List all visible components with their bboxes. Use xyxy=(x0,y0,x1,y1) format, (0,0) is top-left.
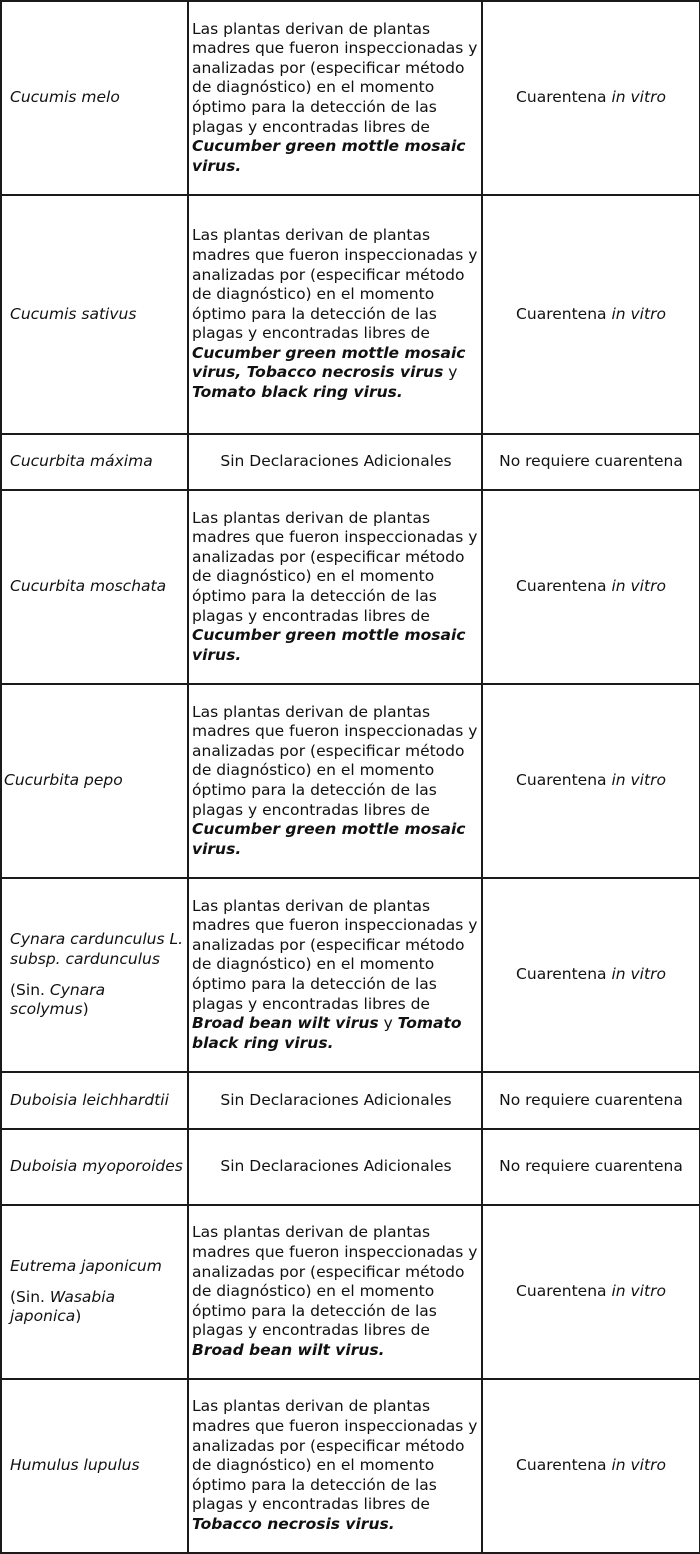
pest-name: Cucumber green mottle mosaic virus. xyxy=(192,626,466,664)
quarantine-method: in vitro xyxy=(611,771,666,790)
synonym-suffix: ) xyxy=(75,1307,82,1326)
requirement-cell xyxy=(188,1379,482,1553)
requirement-cell xyxy=(188,1072,482,1129)
quarantine-cell xyxy=(482,684,700,878)
quarantine-cell xyxy=(482,1205,700,1379)
species-name: Duboisia leichhardtii xyxy=(10,1090,169,1109)
quarantine-method: in vitro xyxy=(611,1282,666,1301)
pest-name: Broad bean wilt virus xyxy=(192,1014,379,1033)
species-cell xyxy=(1,1205,188,1379)
requirement-conjunction: y xyxy=(443,363,458,382)
quarantine-cell xyxy=(482,195,700,434)
quarantine-method: in vitro xyxy=(611,1456,666,1475)
quarantine-cell xyxy=(482,1,700,195)
table-row xyxy=(1,490,700,684)
table-row xyxy=(1,434,700,490)
pest-name: Broad bean wilt virus. xyxy=(192,1340,385,1359)
species-name: Cucurbita máxima xyxy=(10,452,153,471)
requirement-cell xyxy=(188,1129,482,1205)
requirement-text: Las plantas derivan de plantas madres que fueron inspeccionadas y analizadas por (especificar método de diagnóstico) en el momento óptimo para la detección de las plagas y encontradas libres de xyxy=(192,19,478,136)
quarantine-text: Cuarentena xyxy=(516,771,612,790)
quarantine-text: No requiere cuarentena xyxy=(499,452,683,471)
quarantine-cell xyxy=(482,1379,700,1553)
species-cell xyxy=(1,1379,188,1553)
table-row xyxy=(1,684,700,878)
species-name: Cucumis sativus xyxy=(10,304,137,323)
quarantine-text: Cuarentena xyxy=(516,88,612,107)
quarantine-cell xyxy=(482,878,700,1072)
species-cell xyxy=(1,684,188,878)
table-row xyxy=(1,1379,700,1553)
quarantine-method: in vitro xyxy=(611,88,666,107)
requirement-text: Sin Declaraciones Adicionales xyxy=(220,1157,452,1176)
table-row xyxy=(1,1205,700,1379)
species-name: Eutrema japonicum xyxy=(10,1257,162,1276)
requirement-text: Sin Declaraciones Adicionales xyxy=(220,1090,452,1109)
requirement-text: Las plantas derivan de plantas madres que fueron inspeccionadas y analizadas por (especificar método de diagnóstico) en el momento óptimo para la detección de las plagas y encontradas libres de xyxy=(192,508,478,625)
quarantine-text: No requiere cuarentena xyxy=(499,1157,683,1176)
quarantine-text: Cuarentena xyxy=(516,965,612,984)
species-cell xyxy=(1,434,188,490)
table-row xyxy=(1,195,700,434)
requirement-cell xyxy=(188,878,482,1072)
requirement-text: Las plantas derivan de plantas madres que fueron inspeccionadas y analizadas por (especificar método de diagnóstico) en el momento óptimo para la detección de las plagas y encontradas libres de xyxy=(192,226,478,343)
species-name: Cucumis melo xyxy=(10,88,120,107)
synonym-prefix: (Sin. xyxy=(10,980,50,999)
species-cell xyxy=(1,1,188,195)
pest-name: Cucumber green mottle mosaic virus, Tobacco necrosis virus xyxy=(192,343,466,382)
requirement-cell xyxy=(188,1,482,195)
requirement-cell xyxy=(188,684,482,878)
requirement-text: Las plantas derivan de plantas madres que fueron inspeccionadas y analizadas por (especificar método de diagnóstico) en el momento óptimo para la detección de las plagas y encontradas libres de xyxy=(192,1397,478,1514)
pest-name: Cucumber green mottle mosaic virus. xyxy=(192,137,466,175)
synonym-suffix: ) xyxy=(82,1000,89,1019)
species-cell xyxy=(1,878,188,1072)
quarantine-text: No requiere cuarentena xyxy=(499,1090,683,1109)
table-row xyxy=(1,1,700,195)
species-name: Cucurbita moschata xyxy=(10,577,167,596)
requirement-text: Las plantas derivan de plantas madres que fueron inspeccionadas y analizadas por (especificar método de diagnóstico) en el momento óptimo para la detección de las plagas y encontradas libres de xyxy=(192,896,478,1013)
species-name: Humulus lupulus xyxy=(10,1456,140,1475)
table-row xyxy=(1,1072,700,1129)
requirement-text: Sin Declaraciones Adicionales xyxy=(220,452,452,471)
requirement-conjunction: y xyxy=(378,1014,398,1033)
quarantine-cell xyxy=(482,1072,700,1129)
pest-name: Tomato black ring virus. xyxy=(192,383,403,402)
quarantine-cell xyxy=(482,1129,700,1205)
species-cell xyxy=(1,195,188,434)
pest-name: Tobacco necrosis virus. xyxy=(192,1514,395,1533)
quarantine-cell xyxy=(482,490,700,684)
quarantine-method: in vitro xyxy=(611,304,666,323)
pest-name: Tomato black ring virus. xyxy=(192,1014,462,1052)
requirement-text: Las plantas derivan de plantas madres que fueron inspeccionadas y analizadas por (especificar método de diagnóstico) en el momento óptimo para la detección de las plagas y encontradas libres de xyxy=(192,1223,478,1340)
table-row xyxy=(1,878,700,1072)
requirement-cell xyxy=(188,195,482,434)
species-name: Cucurbita pepo xyxy=(4,771,123,790)
species-cell xyxy=(1,490,188,684)
requirement-cell xyxy=(188,1205,482,1379)
quarantine-cell xyxy=(482,434,700,490)
quarantine-text: Cuarentena xyxy=(516,1282,612,1301)
quarantine-text: Cuarentena xyxy=(516,577,612,596)
species-name: Cynara cardunculus L. subsp. cardunculus xyxy=(10,930,184,968)
synonym-name: Cynara scolymus xyxy=(10,980,106,1019)
synonym xyxy=(10,1288,185,1327)
requirement-cell xyxy=(188,434,482,490)
species-name: Duboisia myoporoides xyxy=(10,1157,183,1176)
quarantine-text: Cuarentena xyxy=(516,304,612,323)
species-cell xyxy=(1,1072,188,1129)
synonym-name: Wasabia japonica xyxy=(10,1287,116,1326)
requirement-cell xyxy=(188,490,482,684)
synonym-prefix: (Sin. xyxy=(10,1287,50,1306)
synonym xyxy=(10,981,185,1020)
species-cell xyxy=(1,1129,188,1205)
table-row xyxy=(1,1129,700,1205)
quarantine-method: in vitro xyxy=(611,577,666,596)
quarantine-method: in vitro xyxy=(611,965,666,984)
requirement-text: Las plantas derivan de plantas madres que fueron inspeccionadas y analizadas por (especificar método de diagnóstico) en el momento óptimo para la detección de las plagas y encontradas libres de xyxy=(192,702,478,819)
quarantine-text: Cuarentena xyxy=(516,1456,612,1475)
pest-name: Cucumber green mottle mosaic virus. xyxy=(192,820,466,858)
